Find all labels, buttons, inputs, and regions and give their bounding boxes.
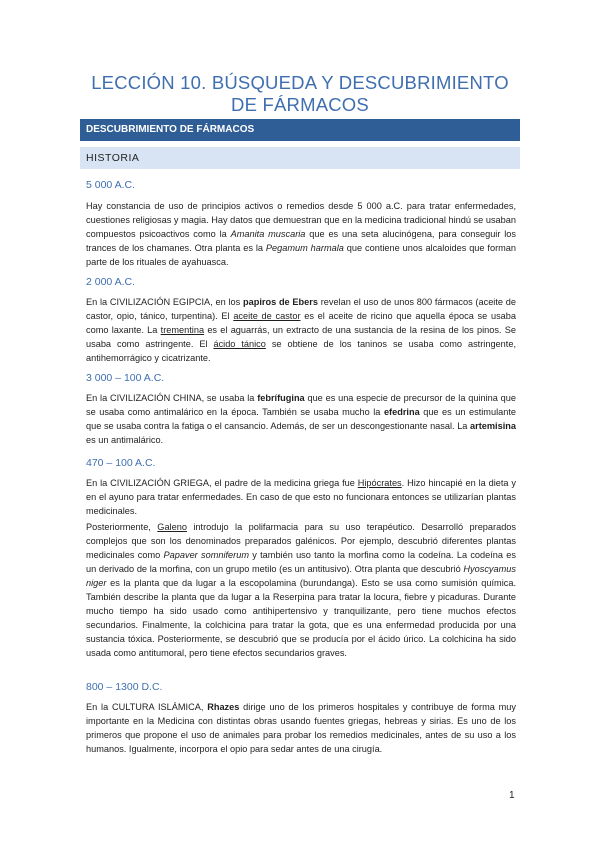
text-run: y también uso tanto la morfina como la codeína. La codeína es un derivado de la morfina, con un grupo metilo (es un antitusivo). Otra planta que descubrió: [86, 550, 516, 574]
page-number: 1: [509, 790, 515, 801]
paragraph: [86, 476, 516, 518]
text-run: En la CULTURA ISLÁMICA,: [86, 702, 208, 712]
lesson-title: LECCIÓN 10. BÚSQUEDA Y DESCUBRIMIENTO DE FÁRMACOS: [91, 72, 509, 115]
text-run: . Hizo hincapié en la dieta y en el ayuno para tratar enfermedades. En caso de que esto no funcionara entonces se utilizarían plantas medicinales.: [86, 478, 517, 516]
text-run: se obtiene de los taninos se usaba como astringente, antihemorrágico y cicatrizante.: [86, 339, 516, 363]
text-run: que es un estimulante que se usaba contra la fatiga o el cansancio. Además, de ser un descongestionante nasal. La: [86, 407, 516, 431]
italic-term: Amanita muscaria: [230, 229, 306, 239]
text-run: Posteriormente,: [86, 522, 158, 532]
bold-term: febrífugina: [257, 393, 305, 403]
period-heading: 2 000 A.C.: [86, 276, 136, 288]
paragraph: [86, 391, 516, 447]
paragraph: [86, 520, 516, 660]
text-run: que es una seta alucinógena, para conseguir los trances de los chamanes. Otra planta es la: [86, 229, 517, 253]
bold-term: Rhazes: [207, 702, 240, 712]
text-run: que contiene unos alcaloides que forman parte de los rituales de ayahuasca.: [86, 243, 517, 267]
text-run: que es una especie de precursor de la quinina que se usaba como antimalárico en la época. También se usaba mucho la: [86, 393, 516, 417]
underlined-term: Hipócrates: [357, 478, 402, 488]
text-run: es el aceite de ricino que aquella época se usaba como laxante. La: [86, 311, 516, 335]
text-run: En la CIVILIZACIÓN GRIEGA, el padre de la medicina griega fue: [86, 478, 358, 488]
text-run: Hay constancia de uso de principios activos o remedios desde 5 000 a.C. para tratar enfermedades, cuestiones religiosas y magia. Hay datos que demuestran que en la medicina tradicional hindú se usaban compuestos psicoactivos como la: [86, 201, 516, 239]
paragraph: [86, 700, 516, 756]
bold-term: artemisina: [470, 421, 516, 431]
text-run: introdujo la polifarmacia para su uso terapéutico. Desarrolló preparados complejos que son los denominados preparados galénicos. Por ejemplo, descubrió diferentes plantas medicinales como: [86, 522, 517, 560]
italic-term: Papaver somniferum: [163, 550, 249, 560]
period-heading: 5 000 A.C.: [86, 179, 136, 191]
text-run: es el aguarrás, un extracto de una sustancia de la resina de los pinos. Se usaba como astringente. El: [86, 325, 516, 349]
paragraph: [86, 199, 516, 269]
italic-term: Pegamum harmala: [265, 243, 344, 253]
bold-term: efedrina: [383, 407, 420, 417]
text-run: dirige uno de los primeros hospitales y contribuye de forma muy importante en la Medicina con distintas obras usando fuentes griegas, hebreas y sirias. Es uno de los primeros que propone el uso de animales para probar los remedios medicinales, antes de su uso a los humanos. Igualmente, incorpora el opio para sedar antes de una cirugía.: [86, 702, 516, 754]
paragraph: [86, 295, 516, 365]
italic-term: Hyoscyamus niger: [86, 564, 516, 588]
bold-term: papiros de Ebers: [243, 297, 318, 307]
text-run: es la planta que da lugar a la escopolamina (burundanga). Esto se usa como sumisión química. También describe la planta que da lugar a la Reserpina para tratar la locura, fiebre y picaduras. Durante mucho tiempo ha sido usado como antihipertensivo y tranquilizante, pero tiene muchos efectos secundarios. Finalmente, la colchicina para tratar la gota, que es una enfermedad producida por una sustancia tóxica. Posteriormente, se descubrió que se producía por el ácido úrico. La colchicina ha sido usada como antitumoral, pero tiene efectos secundarios graves.: [86, 578, 516, 658]
subsection-header: HISTORIA: [80, 147, 520, 169]
underlined-term: aceite de castor: [233, 311, 301, 321]
text-run: En la CIVILIZACIÓN CHINA, se usaba la: [86, 393, 258, 403]
section-header: DESCUBRIMIENTO DE FÁRMACOS: [80, 119, 520, 141]
text-run: En la CIVILIZACIÓN EGIPCIA, en los: [86, 297, 243, 307]
period-heading: 800 – 1300 D.C.: [86, 681, 163, 693]
underlined-term: trementina: [160, 325, 205, 335]
underlined-term: Galeno: [157, 522, 187, 532]
underlined-term: ácido tánico: [213, 339, 266, 349]
period-heading: 470 – 100 A.C.: [86, 457, 156, 469]
text-run: es un antimalárico.: [86, 435, 164, 445]
period-heading: 3 000 – 100 A.C.: [86, 372, 165, 384]
text-run: revelan el uso de unos 800 fármacos (aceite de castor, opio, tánico, turpentina). El: [86, 297, 516, 321]
